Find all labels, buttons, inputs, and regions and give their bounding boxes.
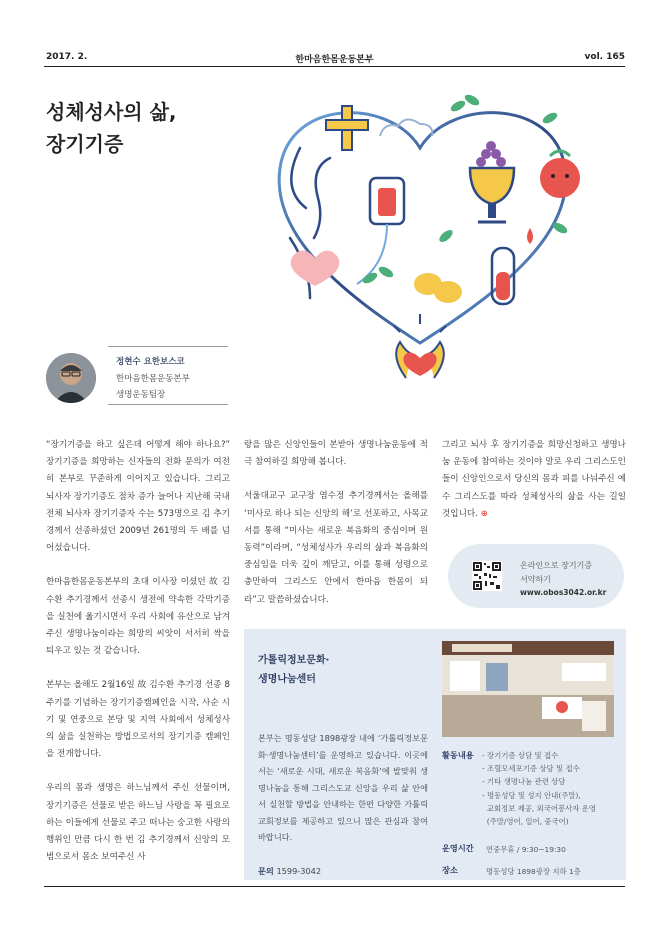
body-column-2 [244, 437, 428, 626]
body-column-1 [46, 437, 230, 883]
activity-item: - 기타 생명나눔 관련 상담 [482, 777, 566, 787]
heart-illustration [230, 88, 610, 418]
contact-label: 문의 [258, 866, 274, 876]
heart-outline [279, 113, 566, 343]
online-pledge-line2: 서약하기 [520, 575, 551, 584]
info-box-title [258, 651, 329, 689]
activity-item: - 장기기증 상담 및 접수 [482, 751, 559, 760]
hours-label: 운영시간 [442, 843, 474, 853]
activity-item: (주말/영어, 일어, 중국어) [482, 817, 569, 827]
paragraph: “장기기증을 하고 싶은데 어떻게 해야 하나요?” 장기기증을 희망하는 신자들의 전화 문의가 여전히 본부로 꾸준하게 이어지고 있습니다. 그리고 뇌사자 장기기증도 점차 증가 늘어나 지난해 국내 전체 뇌사자 장기기증자 수는 573명으로 김 추기경께서 선종하셨던 2009년 261명의 두 배를 넘어섰습니다. [46, 440, 230, 554]
activity-item: - 조혈모세포기증 상담 및 접수 [482, 764, 580, 774]
paragraph: 서울대교구 교구장 염수정 추기경께서는 올해를 ‘미사로 하나 되는 신앙의 해’로 선포하고, 사목교서를 통해 “미사는 새로운 복음화의 중심이며 원동력”이라며, “성체성사가 우리의 삶과 복음화의 중심임을 더욱 깊이 깨닫고, 이를 통해 성령으로 충만하여 그리스도 안에서 한마음 한몸이 되라”고 말씀하셨습니다. [244, 491, 428, 605]
author-position: 생명운동팀장 [116, 390, 166, 400]
info-title-line-2: 생명나눔센터 [258, 674, 316, 685]
activity-item: - 명동성당 및 성지 안내(주말), [482, 790, 581, 800]
author-affiliation: 한마음한몸운동본부 [116, 374, 190, 384]
chalice-icon [470, 141, 514, 222]
place-label: 장소 [442, 865, 458, 875]
contact-number: 1599-3042 [276, 866, 322, 876]
hands-heart-icon [394, 314, 446, 378]
place-value: 명동성당 1898광장 지하 1층 [486, 867, 581, 876]
info-title-line-1: 가톨릭정보문화· [258, 655, 330, 666]
paragraph: 랑을 많은 신앙인들이 본받아 생명나눔운동에 적극 참여하길 희망해 봅니다. [244, 440, 428, 468]
article-title [46, 96, 176, 160]
author-avatar [46, 353, 96, 403]
title-line-2: 장기기증 [46, 132, 124, 156]
test-tube-icon [492, 228, 533, 304]
paragraph: 본부는 올해도 2월16일 故 김수환 추기경 선종 8주기를 기념하는 장기기증캠페인을 시작, 사순 시기 및 연중으로 본당 및 지역 사회에서 성체성사의 삶을 실천하는 방법으로서의 장기기증 캠페인을 전개합니다. [46, 680, 230, 760]
author-divider-top [108, 346, 228, 347]
online-pledge-line1: 온라인으로 장기기증 [520, 561, 593, 570]
tomato-icon [540, 151, 580, 198]
qr-code-icon[interactable] [472, 561, 502, 591]
bread-icon [414, 273, 462, 303]
paragraph: 한마음한몸운동본부의 초대 이사장 이셨던 故 김수환 추기경께서 선종시 생전에 약속한 각막기증을 실천에 옮기시면서 우리 사회에 유산으로 남겨 주신 생명나눔이라는 희망의 씨앗이 서서히 싹을 틔우고 있는 것 같습니다. [46, 577, 230, 657]
activities-list [482, 749, 596, 828]
closing-text: 그리고 뇌사 후 장기기증을 희망신청하고 생명나눔 운동에 참여하는 것이야 말로 우리 그리스도인들이 신앙인으로서 당신의 몸과 피를 나눠주신 예수 그리스도를 따라 성체성사의 삶을 사는 길일 것입니다. [442, 440, 626, 519]
title-line-1: 성체성사의 삶, [46, 100, 177, 124]
activities-label: 활동내용 [442, 750, 474, 760]
author-name: 정현수 요한보스코 [116, 357, 185, 367]
online-pledge-url[interactable]: www.obos3042.or.kr [520, 588, 607, 597]
end-mark-icon: ⊕ [480, 508, 488, 519]
body-column-3 [442, 437, 626, 540]
author-divider-bottom [108, 404, 228, 405]
hours-value: 연중무휴 / 9:30~19:30 [486, 845, 566, 854]
issue-volume: vol. 165 [584, 52, 625, 62]
issue-date: 2017. 2. [46, 52, 88, 62]
center-photo [442, 641, 614, 737]
paragraph [442, 437, 626, 523]
contact-phone [258, 866, 321, 877]
activity-item: 교회정보 제공, 외국어봉사자 운영 [482, 803, 597, 813]
header-divider [44, 66, 625, 67]
paragraph: 우리의 몸과 생명은 하느님께서 주신 선물이며, 장기기증은 선물로 받은 하느님 사랑을 꼭 필요로 하는 이들에게 선물로 주고 떠나는 숭고한 사랑의 행위인 만큼 다시 한 번 김 추기경께서 신앙의 모범으로서 몸소 보여주신 사 [46, 783, 230, 863]
pink-heart-icon [291, 250, 340, 286]
publisher-name: 한마음한몸운동본부 [295, 55, 374, 65]
info-box-body: 본부는 명동성당 1898광장 내에 ‘가톨릭정보문화·생명나눔센터’를 운영하고 있습니다. 이곳에서는 ‘새로운 시대, 새로운 복음화’에 발맞춰 생명나눔을 통해 그리스도교 신앙을 우리 삶 안에서 실천할 방법을 안내하는 한편 다양한 가톨릭교회정보를 제공하고 있으니 많은 관심과 참여 바랍니다. [258, 733, 428, 842]
footer-divider [44, 886, 625, 887]
